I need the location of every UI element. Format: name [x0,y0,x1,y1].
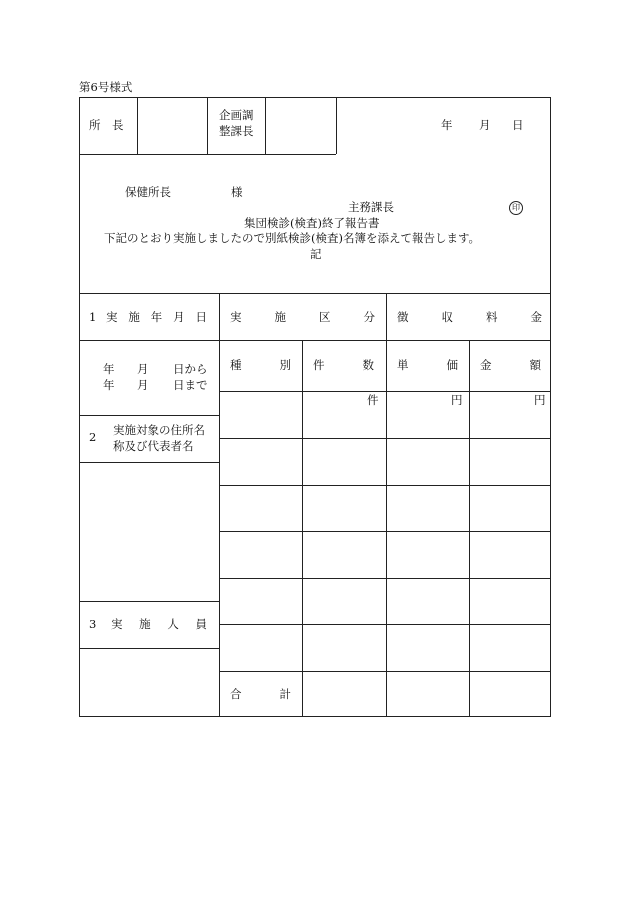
period-from-day: 日から [173,362,208,376]
item2-number: 2 [89,430,97,444]
divider [302,340,303,717]
report-title: 集団検診(検査)終了報告書 [244,216,380,230]
planning-chief-label-2: 整課長 [219,124,254,138]
header-category: 実 施 区 分 [230,310,375,324]
item1-label: 実 施 年 月 日 [106,310,207,324]
header-type: 種 別 [230,358,291,372]
divider [80,415,219,416]
director-label: 所 長 [89,118,124,132]
divider [336,98,337,154]
header-count: 件 数 [313,358,374,372]
item3-label: 実 施 人 員 [111,617,207,631]
divider [80,462,219,463]
divider [219,671,550,672]
divider [80,601,219,602]
divider [219,531,550,532]
seal-icon: 印 [509,201,523,215]
unit-amount: 円 [534,393,546,407]
divider [80,648,219,649]
divider [469,340,470,717]
item2-label-2: 称及び代表者名 [113,439,194,453]
period-from-month: 月 [137,362,149,376]
unit-price: 円 [451,393,463,407]
planning-chief-label-1: 企画調 [219,108,254,122]
form-number: 第6号様式 [79,80,133,94]
period-from-year: 年 [103,362,115,376]
addressee: 保健所長 [125,185,171,199]
date-month: 月 [479,118,491,132]
divider [80,340,550,341]
item2-label-1: 実施対象の住所名 [113,423,205,437]
divider [219,624,550,625]
divider [137,98,138,154]
divider [219,293,220,717]
total-label: 合 計 [230,687,291,701]
period-to-day: 日まで [173,378,208,392]
divider [265,98,266,154]
divider [207,98,208,154]
divider [80,293,550,294]
divider [219,578,550,579]
divider [219,391,550,392]
item1-number: 1 [89,310,97,324]
header-amount: 金 額 [480,358,541,372]
sender: 主務課長 [348,200,394,214]
date-day: 日 [512,118,524,132]
period-to-year: 年 [103,378,115,392]
divider [386,293,387,717]
report-body: 下記のとおり実施しましたので別紙検診(検査)名簿を添えて報告します。 [104,231,481,245]
divider [80,154,336,155]
date-year: 年 [441,118,453,132]
ki-mark: 記 [310,247,322,261]
divider [219,438,550,439]
header-unit-price: 単 価 [397,358,458,372]
period-to-month: 月 [137,378,149,392]
header-fee: 徴 収 料 金 [397,310,542,324]
divider [219,485,550,486]
honorific: 様 [231,185,243,199]
unit-count: 件 [367,393,379,407]
item3-number: 3 [89,617,97,631]
